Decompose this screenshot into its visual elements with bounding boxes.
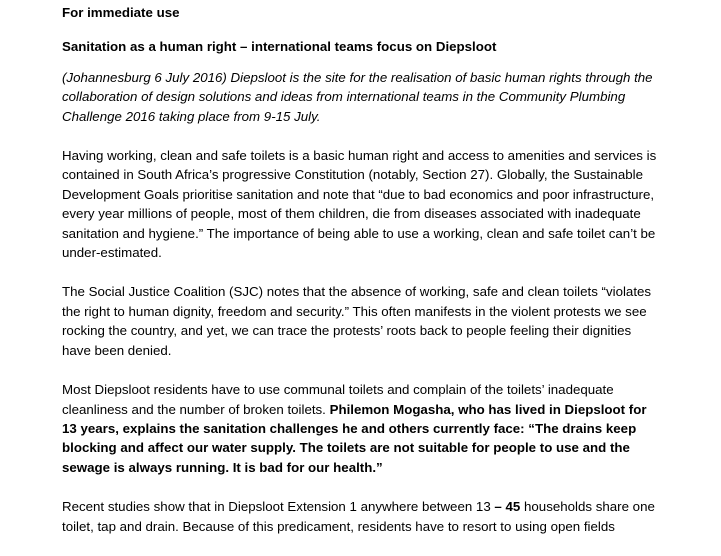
philemon-quote: Philemon Mogasha, who has lived in Diepsloot for 13 years, explains the sanitation challenges he and others currently face: “The drains keep blocking and affect our water supply. The toilets are not suitable for people to use and the sewage is always running. It is bad for our health.” bbox=[62, 401, 647, 475]
document-body bbox=[62, 3, 662, 556]
intro-paragraph: (Johannesburg 6 July 2016) Diepsloot is the site for the realisation of basic human rights through the collaboration of design solutions and ideas from international teams in the Community Plumbing Challenge 2016 taking place from 9-15 July. bbox=[62, 69, 653, 124]
paragraph-human-right: Having working, clean and safe toilets is a basic human right and access to amenities and services is contained in South Africa’s progressive Constitution (notably, Section 27). Globally, the Sustainable Development Goals prioritise sanitation and note that “due to bad economics and poor infrastructure, every year millions of people, most of them children, die from diseases associated with inadequate sanitation and hygiene.” The importance of being able to use a working, clean and safe toilet can’t be under-estimated. bbox=[62, 148, 657, 261]
paragraph-studies bbox=[62, 497, 662, 536]
headline: Sanitation as a human right – international teams focus on Diepsloot bbox=[62, 39, 497, 55]
paragraph-sjc: The Social Justice Coalition (SJC) notes that the absence of working, safe and clean toilets “violates the right to human dignity, freedom and security.” This often manifests in the violent protests we see rocking the country, and yet, we can trace the protests’ roots back to people feeling their dignities have been denied. bbox=[62, 284, 652, 358]
paragraph-residents bbox=[62, 380, 662, 477]
studies-text-start: Recent studies show that in Diepsloot Extension 1 anywhere between 13 bbox=[62, 499, 495, 515]
studies-text-end: households share one toilet, tap and drain. Because of this predicament, residents have to resort to using open fields bbox=[62, 499, 655, 534]
residents-text: Most Diepsloot residents have to use communal toilets and complain of the toilets’ inadequate cleanliness and the number of broken toilets. bbox=[62, 382, 614, 417]
household-range: – 45 bbox=[494, 499, 521, 515]
release-label: For immediate use bbox=[62, 5, 180, 20]
